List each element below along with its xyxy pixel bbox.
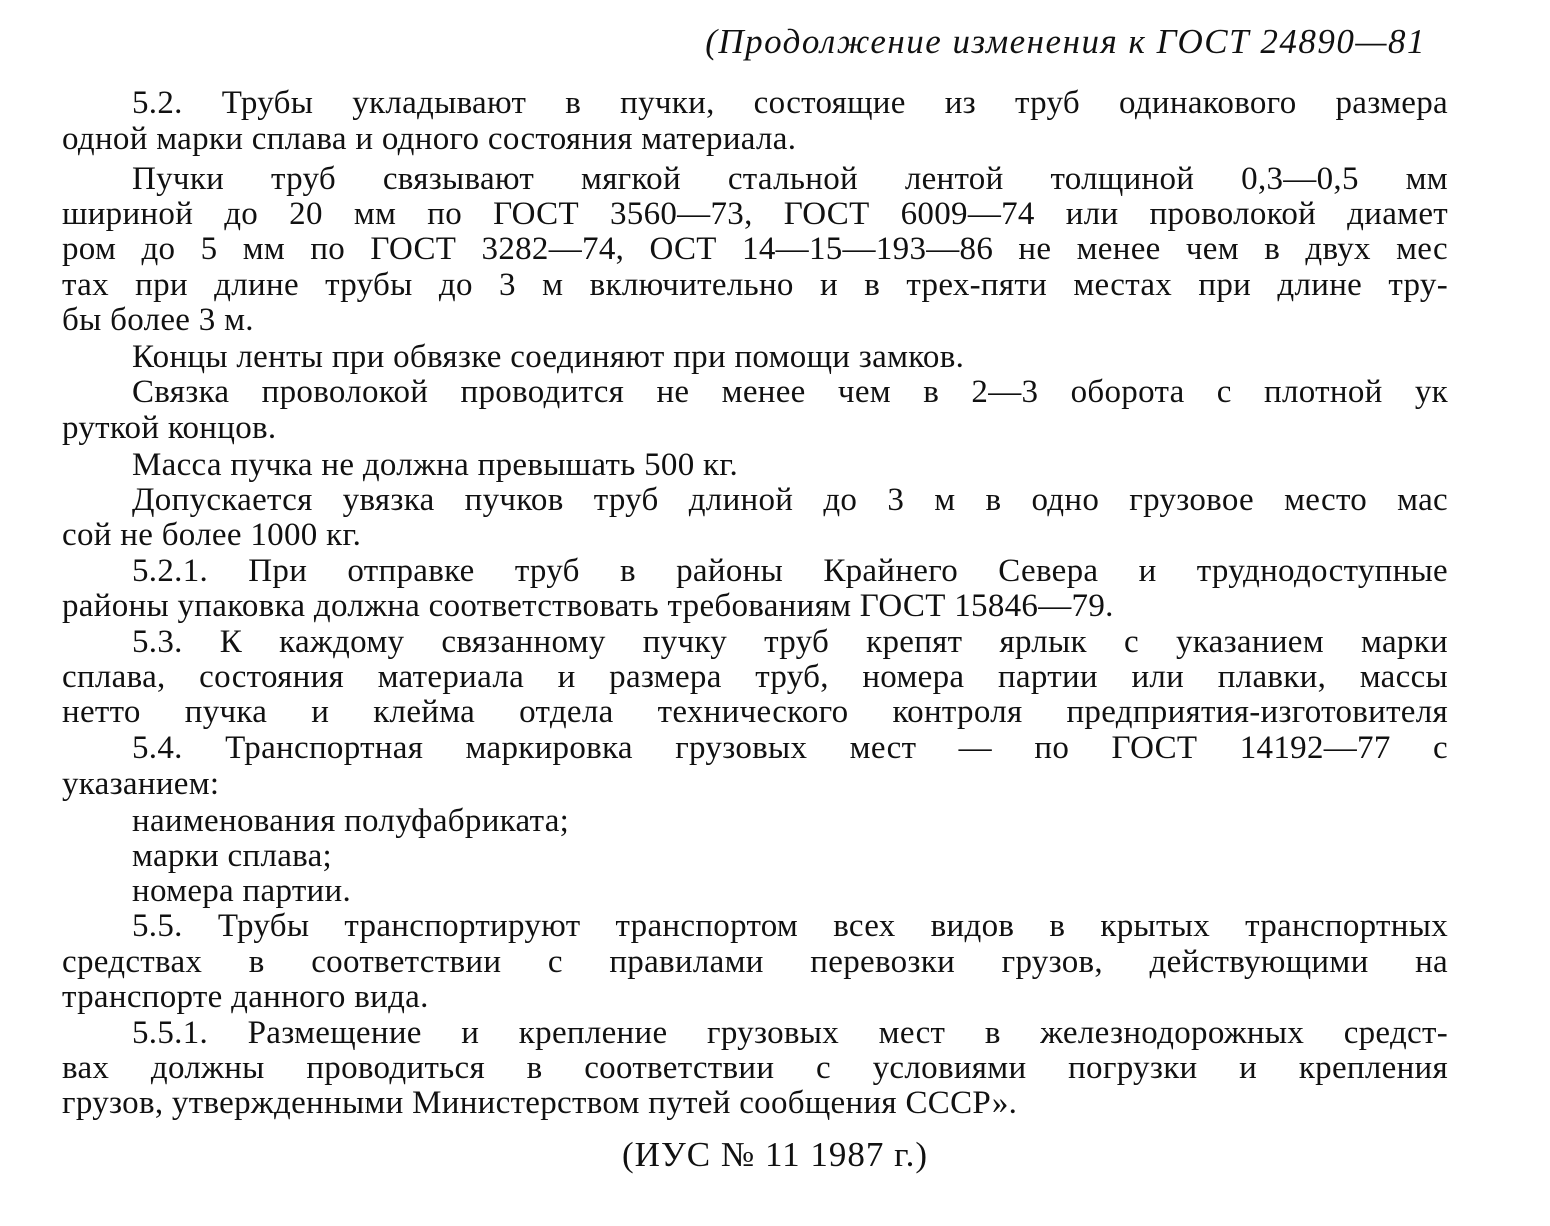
text-line: 5.3. К каждому связанному пучку труб крепят ярлык с указанием марки (132, 624, 1448, 660)
text-line: сплава, состояния материала и размера труб, номера партии или плавки, массы (62, 659, 1448, 695)
text-line: Масса пучка не должна превышать 500 кг. (132, 447, 739, 483)
text-line: 5.5.1. Размещение и крепление грузовых мест в железнодорожных средст- (132, 1015, 1448, 1051)
text-line: руткой концов. (62, 410, 277, 446)
text-line: одной марки сплава и одного состояния материала. (62, 121, 797, 157)
publication-reference: (ИУС № 11 1987 г.) (622, 1135, 928, 1174)
text-line: бы более 3 м. (62, 302, 254, 338)
text-line: Пучки труб связывают мягкой стальной лентой толщиной 0,3—0,5 мм (132, 161, 1448, 197)
text-line: грузов, утвержденными Министерством путей сообщения СССР». (62, 1085, 1018, 1121)
text-line: тах при длине трубы до 3 м включительно и в трех-пяти местах при длине тру- (62, 267, 1448, 303)
text-line: сой не более 1000 кг. (62, 517, 362, 553)
text-line: указанием: (62, 766, 220, 802)
text-line: нетто пучка и клейма отдела технического контроля предприятия-изготовителя (62, 694, 1448, 730)
list-item: наименования полуфабриката; (132, 803, 570, 839)
text-line: 5.4. Транспортная маркировка грузовых мест — по ГОСТ 14192—77 с (132, 730, 1448, 766)
text-line: районы упаковка должна соответствовать требованиям ГОСТ 15846—79. (62, 588, 1114, 624)
text-line: 5.2. Трубы укладывают в пучки, состоящие из труб одинакового размера (132, 85, 1448, 121)
text-line: Концы ленты при обвязке соединяют при помощи замков. (132, 339, 965, 375)
text-line: транспорте данного вида. (62, 979, 429, 1015)
page-header: (Продолжение изменения к ГОСТ 24890—81 (705, 22, 1426, 61)
list-item: номера партии. (132, 873, 352, 909)
text-line: средствах в соответствии с правилами перевозки грузов, действующими на (62, 944, 1448, 980)
text-line: Допускается увязка пучков труб длиной до 3 м в одно грузовое место мас (132, 482, 1448, 518)
list-item: марки сплава; (132, 838, 333, 874)
text-line: 5.5. Трубы транспортируют транспортом всех видов в крытых транспортных (132, 908, 1448, 944)
text-line: Связка проволокой проводится не менее чем в 2—3 оборота с плотной ук (132, 374, 1448, 410)
text-line: шириной до 20 мм по ГОСТ 3560—73, ГОСТ 6009—74 или проволокой диамет (62, 196, 1448, 232)
text-line: 5.2.1. При отправке труб в районы Крайнего Севера и труднодоступные (132, 553, 1448, 589)
text-line: ром до 5 мм по ГОСТ 3282—74, ОСТ 14—15—193—86 не менее чем в двух мес (62, 231, 1448, 267)
text-line: вах должны проводиться в соответствии с условиями погрузки и крепления (62, 1050, 1448, 1086)
